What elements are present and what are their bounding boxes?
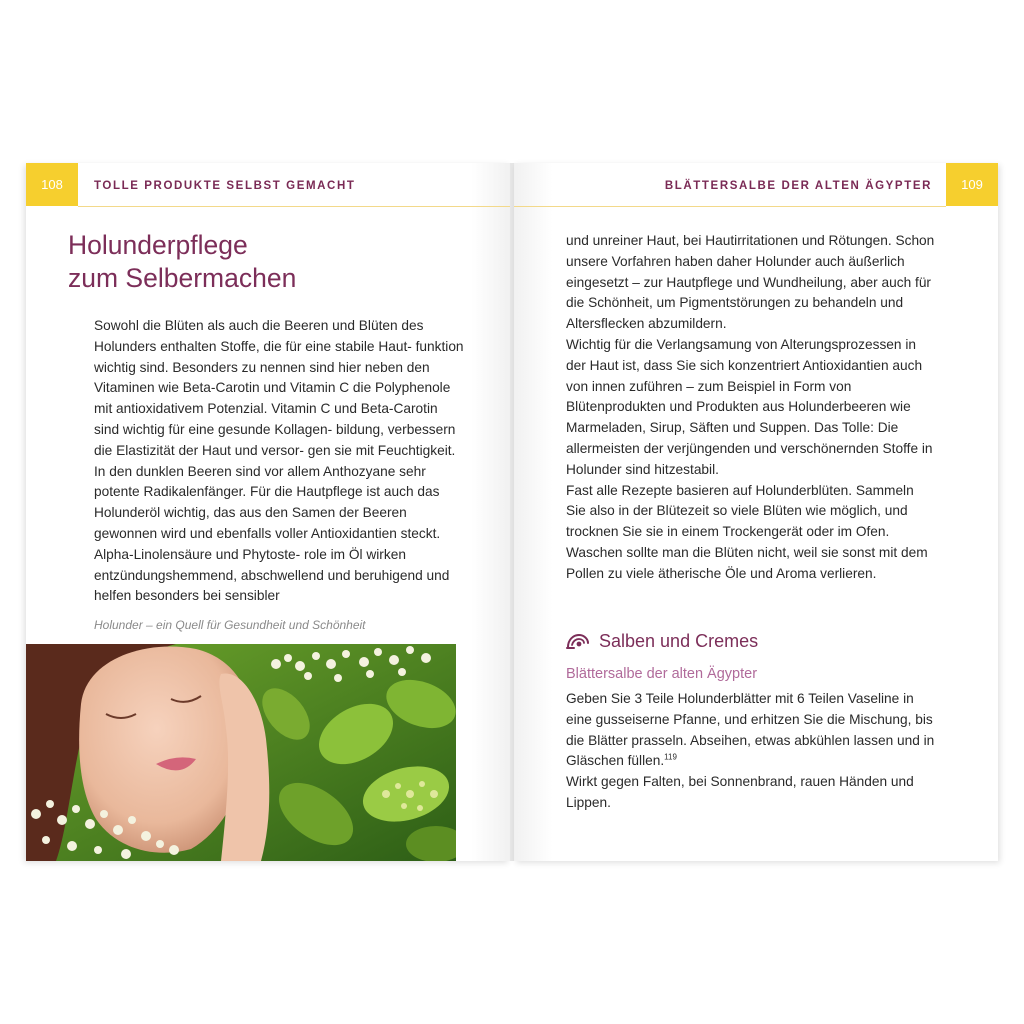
- header-rule-right: [514, 206, 946, 207]
- photo-illustration: [26, 644, 456, 861]
- paragraph-2: Wichtig für die Verlangsamung von Alterungsprozessen in der Haut ist, dass Sie sich konzentriert Antioxidantien auch von innen zuführen – zum Beispiel in Form von Blütenprodukten und Produkten aus Holunderbeeren wie Marmeladen, Sirup, Säften und Suppen. Das Tolle: Die allermeisten der verjüngenden und verschönernden Stoffe in Holunder sind hitzestabil.: [566, 336, 933, 477]
- page-title: [68, 229, 296, 295]
- title-line-1: Holunderpflege: [68, 230, 248, 260]
- recipe-instructions: [566, 689, 938, 772]
- title-line-2: zum Selbermachen: [68, 263, 297, 293]
- footnote-marker: 119: [664, 752, 677, 762]
- running-head-left: TOLLE PRODUKTE SELBST GEMACHT: [94, 180, 356, 192]
- left-page: [26, 163, 510, 861]
- body-text-right: [566, 231, 936, 585]
- page-number-right: 109: [946, 163, 998, 206]
- open-book: [26, 163, 998, 861]
- section-heading: [566, 629, 758, 653]
- recipe-text: [566, 689, 938, 814]
- cream-jar-icon: [566, 631, 590, 651]
- elderflower-woman-photo: [26, 644, 456, 861]
- recipe-effect: Wirkt gegen Falten, bei Sonnenbrand, rauen Händen und Lippen.: [566, 774, 914, 810]
- body-text-left: Sowohl die Blüten als auch die Beeren und Blüten des Holunders enthalten Stoffe, die für eine stabile Haut- funktion wichtig sind. Besonders zu nennen sind hier neben den Vitaminen wie Beta-Carotin und Vitamin C die Polyphenole mit antioxidativem Potenzial. Vitamin C und Beta-Carotin sind wichtig für eine gesunde Kollagen- bildung, verbessern die Elastizität der Haut und versor- gen sie mit Feuchtigkeit. In den dunklen Beeren sind vor allem Anthozyane sehr potente Radikalenfänger. Für die Hautpflege ist auch das Holunderöl wichtig, das aus den Samen der Beeren gewonnen wird und ebenfalls voller Antioxidantien steckt. Alpha-Linolensäure und Phytoste- role im Öl wirken entzündungshemmend, abschwellend und beruhigend und helfen besonders bei sensibler: [94, 318, 464, 604]
- photo-caption: Holunder – ein Quell für Gesundheit und Schönheit: [94, 618, 366, 632]
- section-title: Salben und Cremes: [599, 630, 759, 651]
- paragraph-3: Fast alle Rezepte basieren auf Holunderblüten. Sammeln Sie also in der Blütezeit so viele Blüten wie möglich, und trocknen Sie sie in einem Trockengerät oder im Ofen. Waschen sollte man die Blüten nicht, weil sie sonst mit dem Pollen zu viele ätherische Öle und Aroma verlieren.: [566, 482, 928, 581]
- running-head-right: BLÄTTERSALBE DER ALTEN ÄGYPTER: [664, 180, 932, 192]
- paragraph-1: und unreiner Haut, bei Hautirritationen und Rötungen. Schon unsere Vorfahren haben daher Holunder auch äußerlich eingesetzt – zur Hautpflege und Wundheilung, aber auch für die Schönheit, um Pigmentstörungen zu behandeln und Altersflecken abzumildern.: [566, 233, 935, 332]
- right-page: [514, 163, 998, 861]
- recipe-instructions-text: Geben Sie 3 Teile Holunderblätter mit 6 Teilen Vaseline in eine gusseiserne Pfanne, und erhitzen Sie die Mischung, bis die Blätter prasseln. Abseihen, etwas abkühlen lassen und in Gläschen füllen.: [566, 691, 935, 769]
- page-number-left: 108: [26, 163, 78, 206]
- header-rule-left: [78, 206, 510, 207]
- recipe-subheading: Blättersalbe der alten Ägypter: [566, 666, 758, 682]
